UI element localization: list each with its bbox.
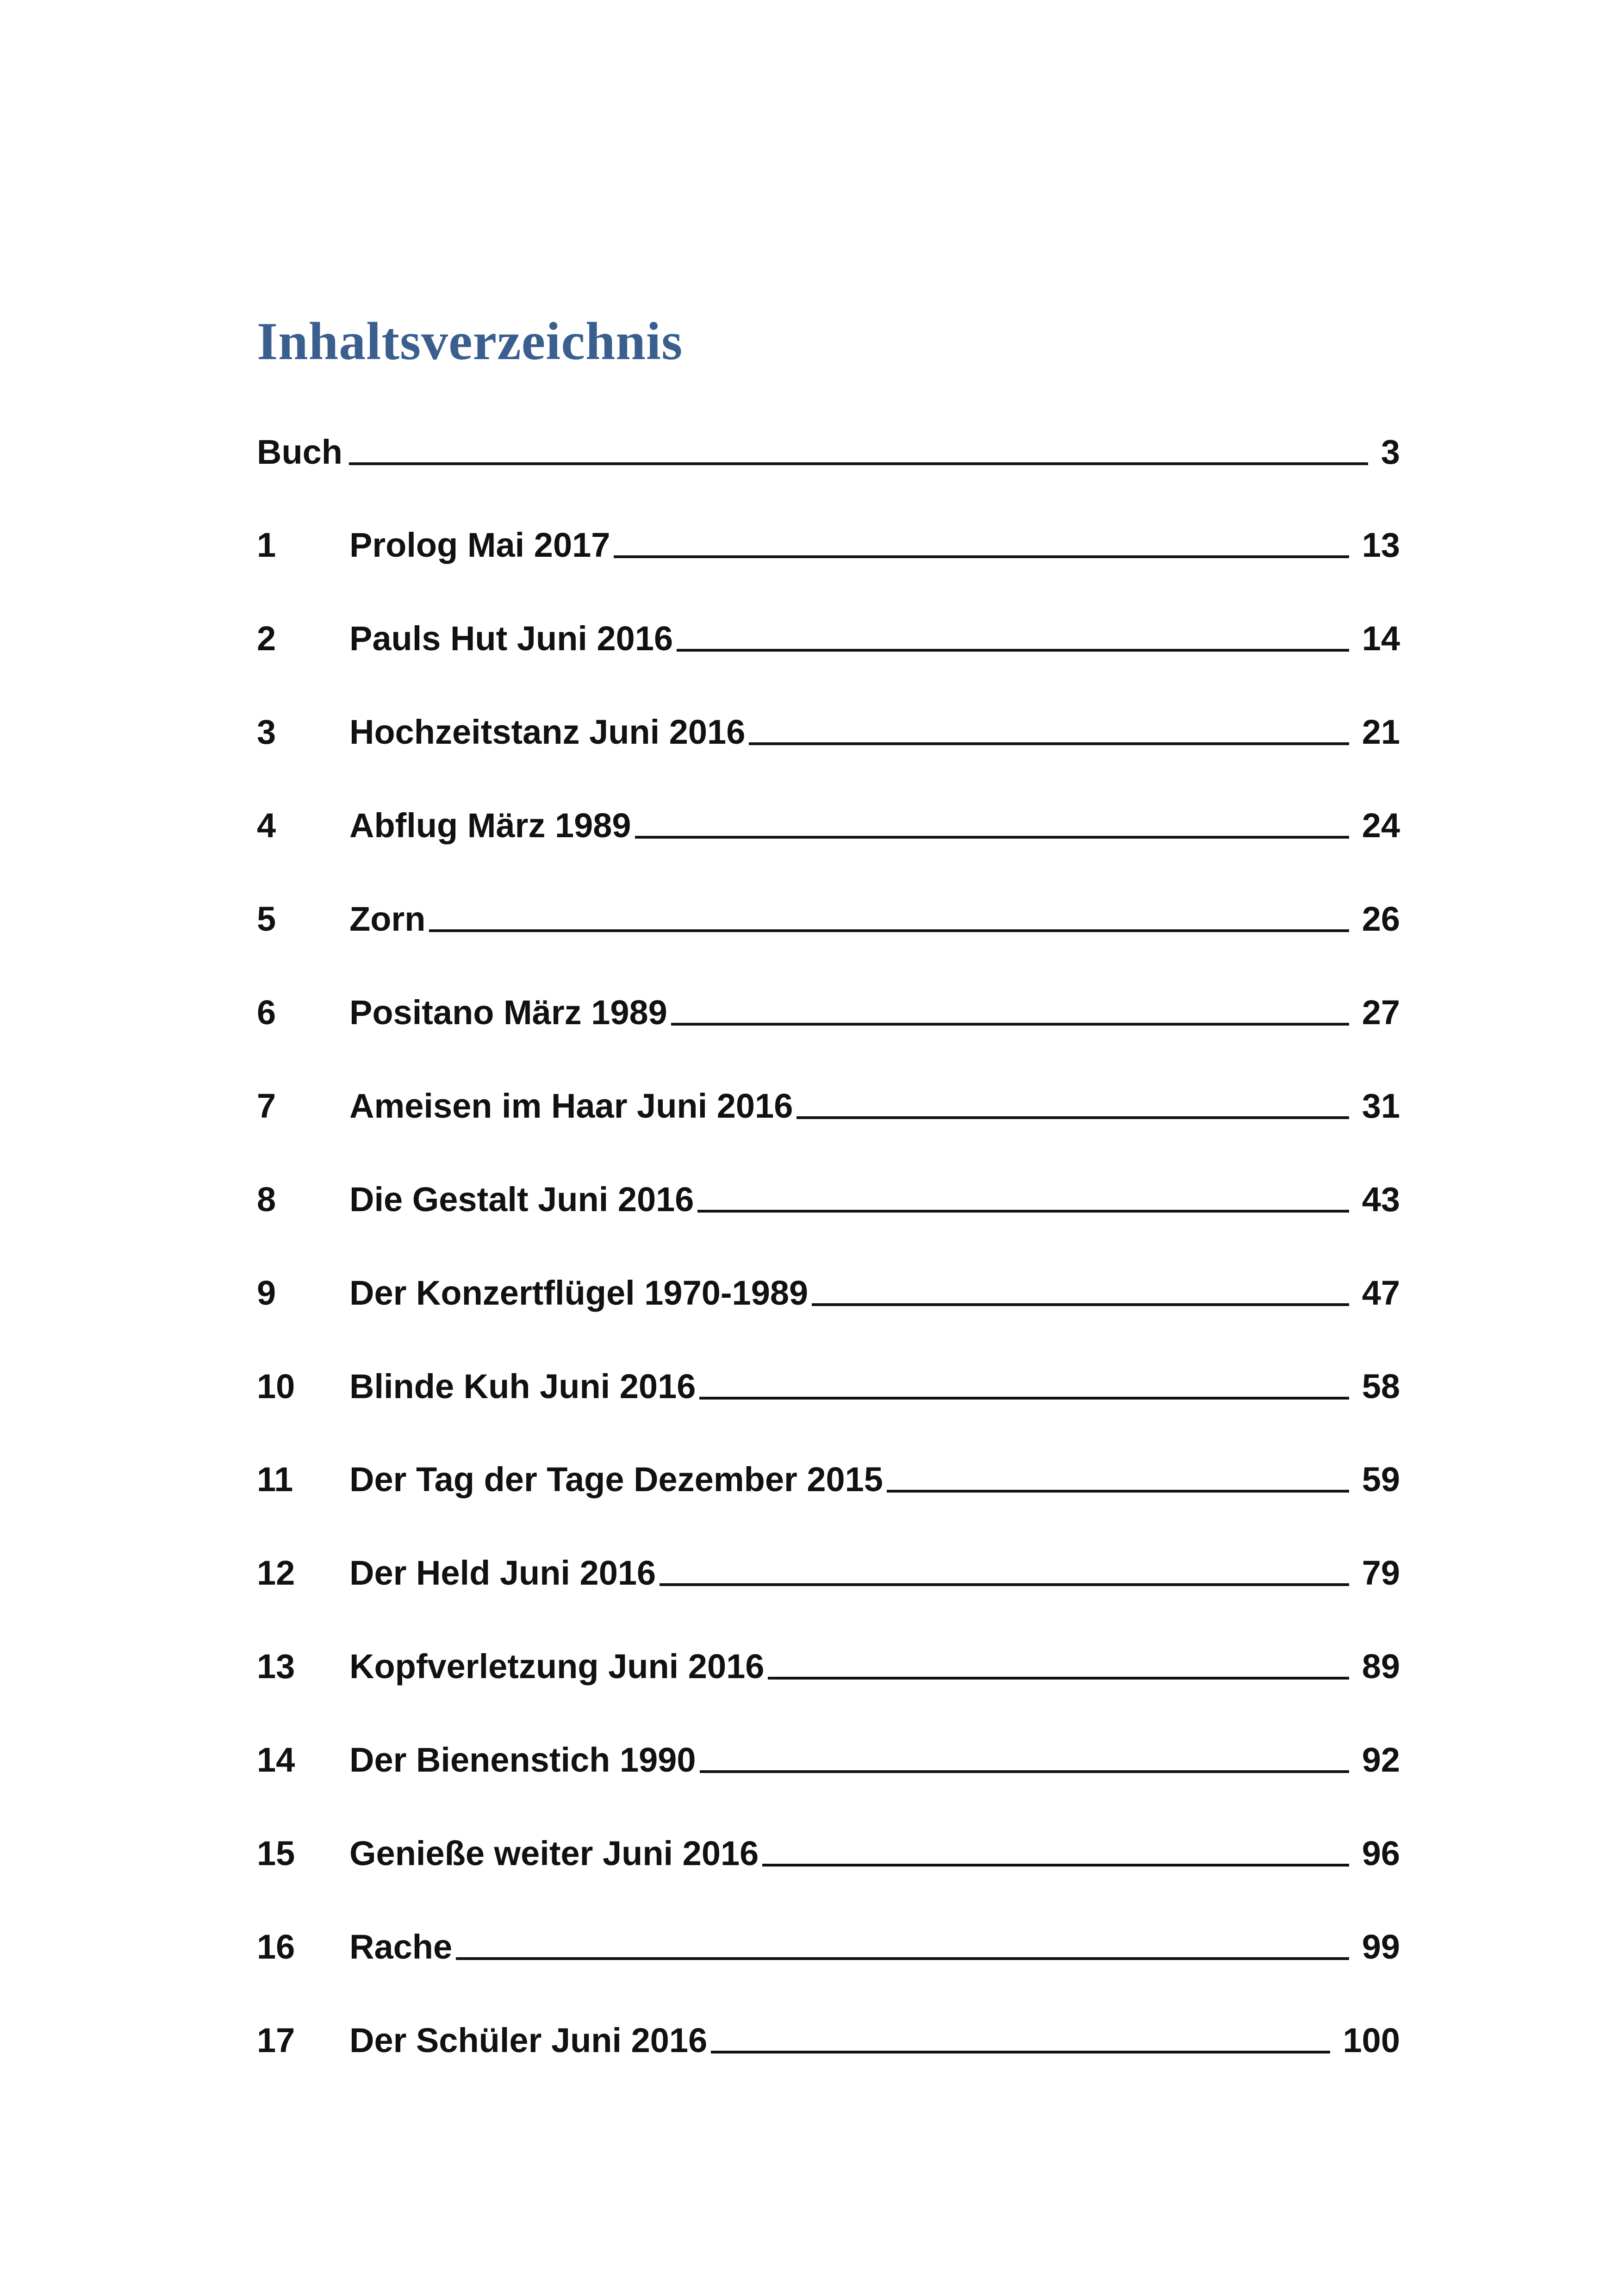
- toc-entry-number: 7: [257, 1087, 276, 1125]
- toc-leader: [887, 1490, 1349, 1493]
- toc-entry[interactable]: [257, 610, 1400, 661]
- toc-leader: [711, 2051, 1330, 2053]
- toc-entry[interactable]: [257, 516, 1400, 567]
- toc-entry[interactable]: [257, 1544, 1400, 1595]
- toc-entry-title: Rache: [349, 1928, 453, 1966]
- toc-entry-number: 6: [257, 993, 276, 1032]
- toc-entry-number: 13: [257, 1647, 295, 1686]
- toc-entry[interactable]: [257, 1638, 1400, 1689]
- toc-leader: [429, 929, 1349, 932]
- toc-entry-title: Pauls Hut Juni 2016: [349, 619, 673, 658]
- toc-entry-title: Der Schüler Juni 2016: [349, 2021, 708, 2060]
- toc-entry-page: 21: [1362, 713, 1400, 751]
- toc-entry[interactable]: [257, 984, 1400, 1035]
- toc-entry-number: 12: [257, 1554, 295, 1592]
- toc-entry-title: Prolog Mai 2017: [349, 526, 610, 564]
- toc-entry-number: 8: [257, 1180, 276, 1219]
- toc-entry-title: Abflug März 1989: [349, 806, 631, 845]
- toc-entry[interactable]: [257, 2012, 1400, 2063]
- toc-leader: [677, 649, 1349, 652]
- toc-leader: [660, 1583, 1349, 1586]
- toc-entry-number: 2: [257, 619, 276, 658]
- toc-entry-number: 5: [257, 900, 276, 938]
- toc-leader: [697, 1210, 1349, 1213]
- toc-entry[interactable]: [257, 1918, 1400, 1969]
- toc-leader: [749, 742, 1349, 745]
- toc-entry-page: 99: [1362, 1928, 1400, 1966]
- toc-entry[interactable]: [257, 1358, 1400, 1409]
- toc-leader: [762, 1864, 1349, 1867]
- toc-entry-title: Genieße weiter Juni 2016: [349, 1834, 759, 1873]
- toc-entry-page: 31: [1362, 1087, 1400, 1125]
- toc-entry-title: Kopfverletzung Juni 2016: [349, 1647, 765, 1686]
- toc-entry[interactable]: [257, 423, 1400, 474]
- toc-entry-title: Der Held Juni 2016: [349, 1554, 656, 1592]
- toc-entry-page: 59: [1362, 1460, 1400, 1499]
- toc-leader: [349, 462, 1368, 465]
- toc-title: Inhaltsverzeichnis: [257, 312, 683, 371]
- toc-entry[interactable]: [257, 1264, 1400, 1315]
- toc-leader: [456, 1957, 1349, 1960]
- toc-entry-title: Positano März 1989: [349, 993, 667, 1032]
- toc-entry-title: Der Bienenstich 1990: [349, 1741, 696, 1779]
- toc-leader: [797, 1116, 1349, 1119]
- toc-entry-number: 17: [257, 2021, 295, 2060]
- toc-entry-page: 47: [1362, 1274, 1400, 1312]
- toc-entry-number: 14: [257, 1741, 295, 1779]
- toc-entry-title: Zorn: [349, 900, 426, 938]
- toc-entry[interactable]: [257, 1731, 1400, 1782]
- toc-entry[interactable]: [257, 1451, 1400, 1502]
- toc-entry-page: 96: [1362, 1834, 1400, 1873]
- toc-entry-title: Blinde Kuh Juni 2016: [349, 1367, 696, 1406]
- toc-entry-page: 43: [1362, 1180, 1400, 1219]
- toc-entry-page: 58: [1362, 1367, 1400, 1406]
- toc-entry-page: 14: [1362, 619, 1400, 658]
- toc-entry-number: 11: [257, 1460, 293, 1499]
- toc-leader: [671, 1023, 1349, 1026]
- toc-entry[interactable]: [257, 890, 1400, 941]
- toc-entry-page: 27: [1362, 993, 1400, 1032]
- toc-entry-number: 9: [257, 1274, 276, 1312]
- toc-entry-title: Buch: [257, 433, 342, 471]
- toc-entry-number: 4: [257, 806, 276, 845]
- toc-leader: [699, 1397, 1349, 1400]
- toc-leader: [768, 1677, 1349, 1680]
- toc-entry-page: 3: [1381, 433, 1400, 471]
- toc-entry-number: 15: [257, 1834, 295, 1873]
- toc-leader: [635, 836, 1349, 839]
- toc-leader: [812, 1303, 1349, 1306]
- toc-entry-page: 13: [1362, 526, 1400, 564]
- toc-entry-title: Hochzeitstanz Juni 2016: [349, 713, 746, 751]
- toc-entry-title: Der Tag der Tage Dezember 2015: [349, 1460, 883, 1499]
- toc-entry[interactable]: [257, 1825, 1400, 1876]
- toc-entry-title: Die Gestalt Juni 2016: [349, 1180, 694, 1219]
- toc-leader: [700, 1770, 1349, 1773]
- toc-entry-number: 3: [257, 713, 276, 751]
- toc-entry-number: 1: [257, 526, 276, 564]
- toc-entry-number: 16: [257, 1928, 295, 1966]
- toc-leader: [614, 555, 1349, 558]
- toc-entry[interactable]: [257, 703, 1400, 754]
- toc-entry-title: Der Konzertflügel 1970-1989: [349, 1274, 809, 1312]
- toc-entry-page: 26: [1362, 900, 1400, 938]
- toc-entry-page: 79: [1362, 1554, 1400, 1592]
- toc-entry-page: 100: [1343, 2021, 1400, 2060]
- toc-entry[interactable]: [257, 797, 1400, 848]
- toc-entry-page: 89: [1362, 1647, 1400, 1686]
- toc-entry-number: 10: [257, 1367, 295, 1406]
- toc-entry[interactable]: [257, 1171, 1400, 1222]
- toc-entry-page: 24: [1362, 806, 1400, 845]
- toc-entry-title: Ameisen im Haar Juni 2016: [349, 1087, 793, 1125]
- toc-entry-page: 92: [1362, 1741, 1400, 1779]
- toc-entry[interactable]: [257, 1077, 1400, 1128]
